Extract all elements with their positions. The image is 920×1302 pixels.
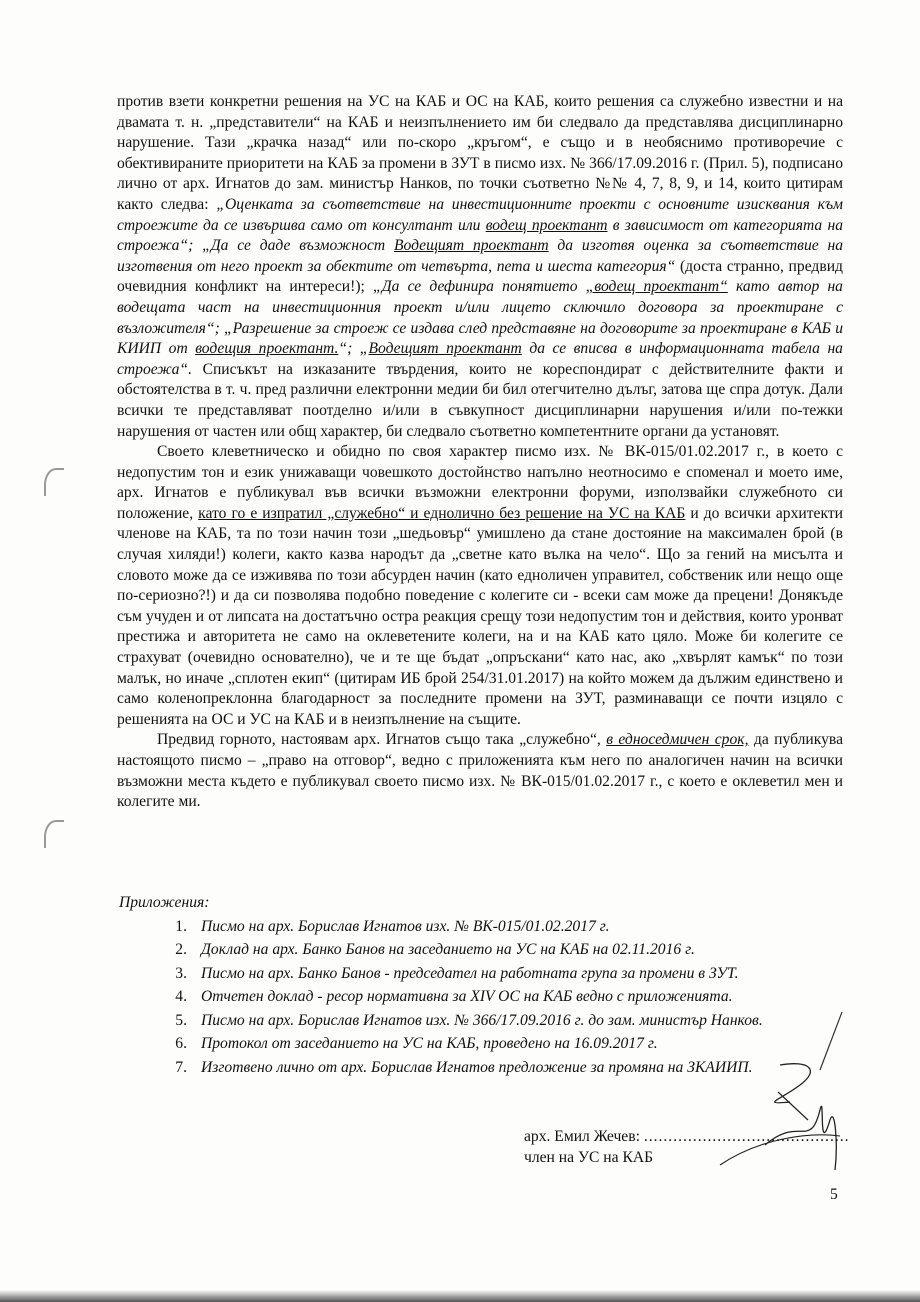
text-run: като автор на водещата част на инвестиционния проект и/или лицето сключило договора за проектиране с възложителя“; „Разрешение за строеж се издава след представяне на договорите за проектиране в КАБ и КИИП от xyxy=(117,278,843,358)
text-run: в едноседмичен срок, xyxy=(606,731,749,749)
text-run: и до всички архитекти членове на КАБ, та по този начин този „шедьовър“ умишлено да стане достояние на максимален брой (в случая хиляди!) колеги, както казва народът да „светне като вълка на чело“. Що за гений на мисълта и словото може да се изживява по този абсурден начин (като едноличен управител, собственик или нещо още по-сериозно?!) и да си позволява подобно поведение с колегите си - всеки сам може да прецени! Донякъде съм учуден и от липсата на достатъчно остра реакция срещу този недопустим тон и действия, които уронват престижа и авторитета не само на оклеветените колеги, на и на КАБ като цяло. Може би колегите се страхуват (очевидно основателно), че и те ще бъдат „опръскани“ като нас, ако „хвърлят камък“ по този малък, но иначе „сплотен екип“ (цитирам ИБ брой 254/31.01.2017) на който можем да дължим единствено и само коленопреклонна благодарност за последните промени на ЗУТ, разминаващи се почти изцяло с решенията на ОС и УС на КАБ и в неизпълнение на същите. xyxy=(117,504,843,728)
attachment-number: 2. xyxy=(175,941,187,958)
attachment-number: 6. xyxy=(175,1035,187,1052)
text-run: водещия проектант. xyxy=(195,340,339,358)
attachment-text: Протокол от заседанието на УС на КАБ, проведено на 16.09.2017 г. xyxy=(201,1035,658,1052)
text-run: Списъкът на изказаните твърдения, които не кореспондират с действителните факти и обстоятелства в т. ч. пред различни електронни медии би бил отегчително дълъг, затова ще спра дотук. Дали всички те представляват поотделно и/или в съвкупност дисциплинарни нарушения и/или по-тежки нарушения от частен или общ характер, би следвало съответно компетентните органи да установят. xyxy=(117,360,843,440)
attachment-text: Писмо на арх. Борислав Игнатов изх. № ВК-015/01.02.2017 г. xyxy=(201,917,610,935)
attachment-item xyxy=(117,962,857,986)
text-run: да публикува настоящото писмо – „право на отговор“, ведно с приложенията към него по аналогичен начин на всички възможни места където е публикувал своето писмо изх. № ВК-015/01.02.2017 г., с което е оклеветил мен и колегите ми. xyxy=(117,731,843,811)
attachment-text: Доклад на арх. Банко Банов на заседанието на УС на КАБ на 02.11.2016 г. xyxy=(201,941,695,958)
signer-name: арх. Емил Жечев: xyxy=(524,1128,640,1145)
attachments-title: Приложения: xyxy=(119,894,210,911)
text-run: като го е изпратил „служебно“ и еднолично без решение на УС на КАБ xyxy=(198,504,686,522)
attachment-number: 1. xyxy=(175,917,187,935)
signer-position: член на УС на КАБ xyxy=(524,1149,654,1166)
text-run: да се вписва в информационната табела на строежа“. xyxy=(117,340,843,378)
text-run: „Да се дефинира понятието xyxy=(373,278,586,296)
attachment-text: Изготвено лично от арх. Борислав Игнатов предложение за промяна на ЗКАИИП. xyxy=(201,1058,753,1076)
text-run: да изготвя оценка за съответствие на изготвения от него проект за обектите от четвърта, пета и шеста категория“ xyxy=(117,237,843,275)
text-run: Водещият проектант xyxy=(393,237,549,255)
text-run: Водещият проектант xyxy=(368,340,522,358)
attachment-item xyxy=(117,985,857,1009)
attachment-text: Отчетен доклад - ресор нормативна за XIV ОС на КАБ ведно с приложенията. xyxy=(201,988,733,1005)
punch-hole-mark xyxy=(44,468,64,496)
signer-line xyxy=(524,1126,850,1147)
body-paragraph xyxy=(117,92,843,442)
text-run: „водещ проектант“ xyxy=(585,278,728,296)
text-run: Предвид горното, настоявам арх. Игнатов също така „служебно“, xyxy=(157,731,607,749)
text-run: Своето клеветническо и обидно по своя характер писмо изх. № ВК-015/01.02.2017 г., в което с недопустим тон и език унижаващи човешкото достойнство напълно неотносимо е споменал и моето име, арх. Игнатов е публикувал във всички възможни електронни форуми, използвайки служебното си положение, xyxy=(117,443,843,522)
attachment-text: Писмо на арх. Банко Банов - председател на работната група за промени в ЗУТ. xyxy=(201,964,739,982)
text-run: “; „ xyxy=(338,340,369,358)
text-run: в зависимост от категорията на строежа“; „Да се даде възможност xyxy=(117,216,843,255)
attachment-number: 5. xyxy=(175,1011,187,1029)
attachment-number: 4. xyxy=(175,988,187,1005)
attachment-number: 3. xyxy=(175,964,187,982)
attachment-item xyxy=(117,915,857,939)
signature-dots: .......................................... xyxy=(643,1128,850,1145)
body-paragraph xyxy=(117,730,843,812)
attachment-item xyxy=(117,938,857,962)
punch-hole-mark xyxy=(44,820,64,848)
text-run: водещ проектант xyxy=(485,216,608,234)
text-run: (доста странно, предвид очевидния конфликт на интереси!); xyxy=(117,257,843,296)
attachment-number: 7. xyxy=(175,1058,187,1076)
letter-body xyxy=(117,92,843,813)
text-run: „Оценката за съответствие на инвестиционните проекти с основните изисквания към строежите да се извършва само от консултант или xyxy=(117,195,843,234)
attachment-text: Писмо на арх. Борислав Игнатов изх. № 366/17.09.2016 г. до зам. министър Нанков. xyxy=(201,1011,763,1029)
page-number: 5 xyxy=(830,1186,838,1203)
scan-edge-shadow xyxy=(0,1290,920,1302)
text-run: против взети конкретни решения на УС на КАБ и ОС на КАБ, които решения са служебно известни и на двамата т. н. „представители“ на КАБ и неизпълнението им би следвало да представлява дисциплинарно нарушение. Тази „крачка назад“ или по-скоро „кръгом“, е също и в необяснимо противоречие с обективираните приоритети на КАБ за промени в ЗУТ в писмо изх. № 366/17.09.2016 г. (Прил. 5), подписано лично от арх. Игнатов до зам. министър Нанков, по точки съответно №№ 4, 7, 8, 9, и 14, които цитирам както следва: xyxy=(117,93,843,213)
body-paragraph xyxy=(117,442,843,730)
signature-block xyxy=(524,1126,850,1168)
